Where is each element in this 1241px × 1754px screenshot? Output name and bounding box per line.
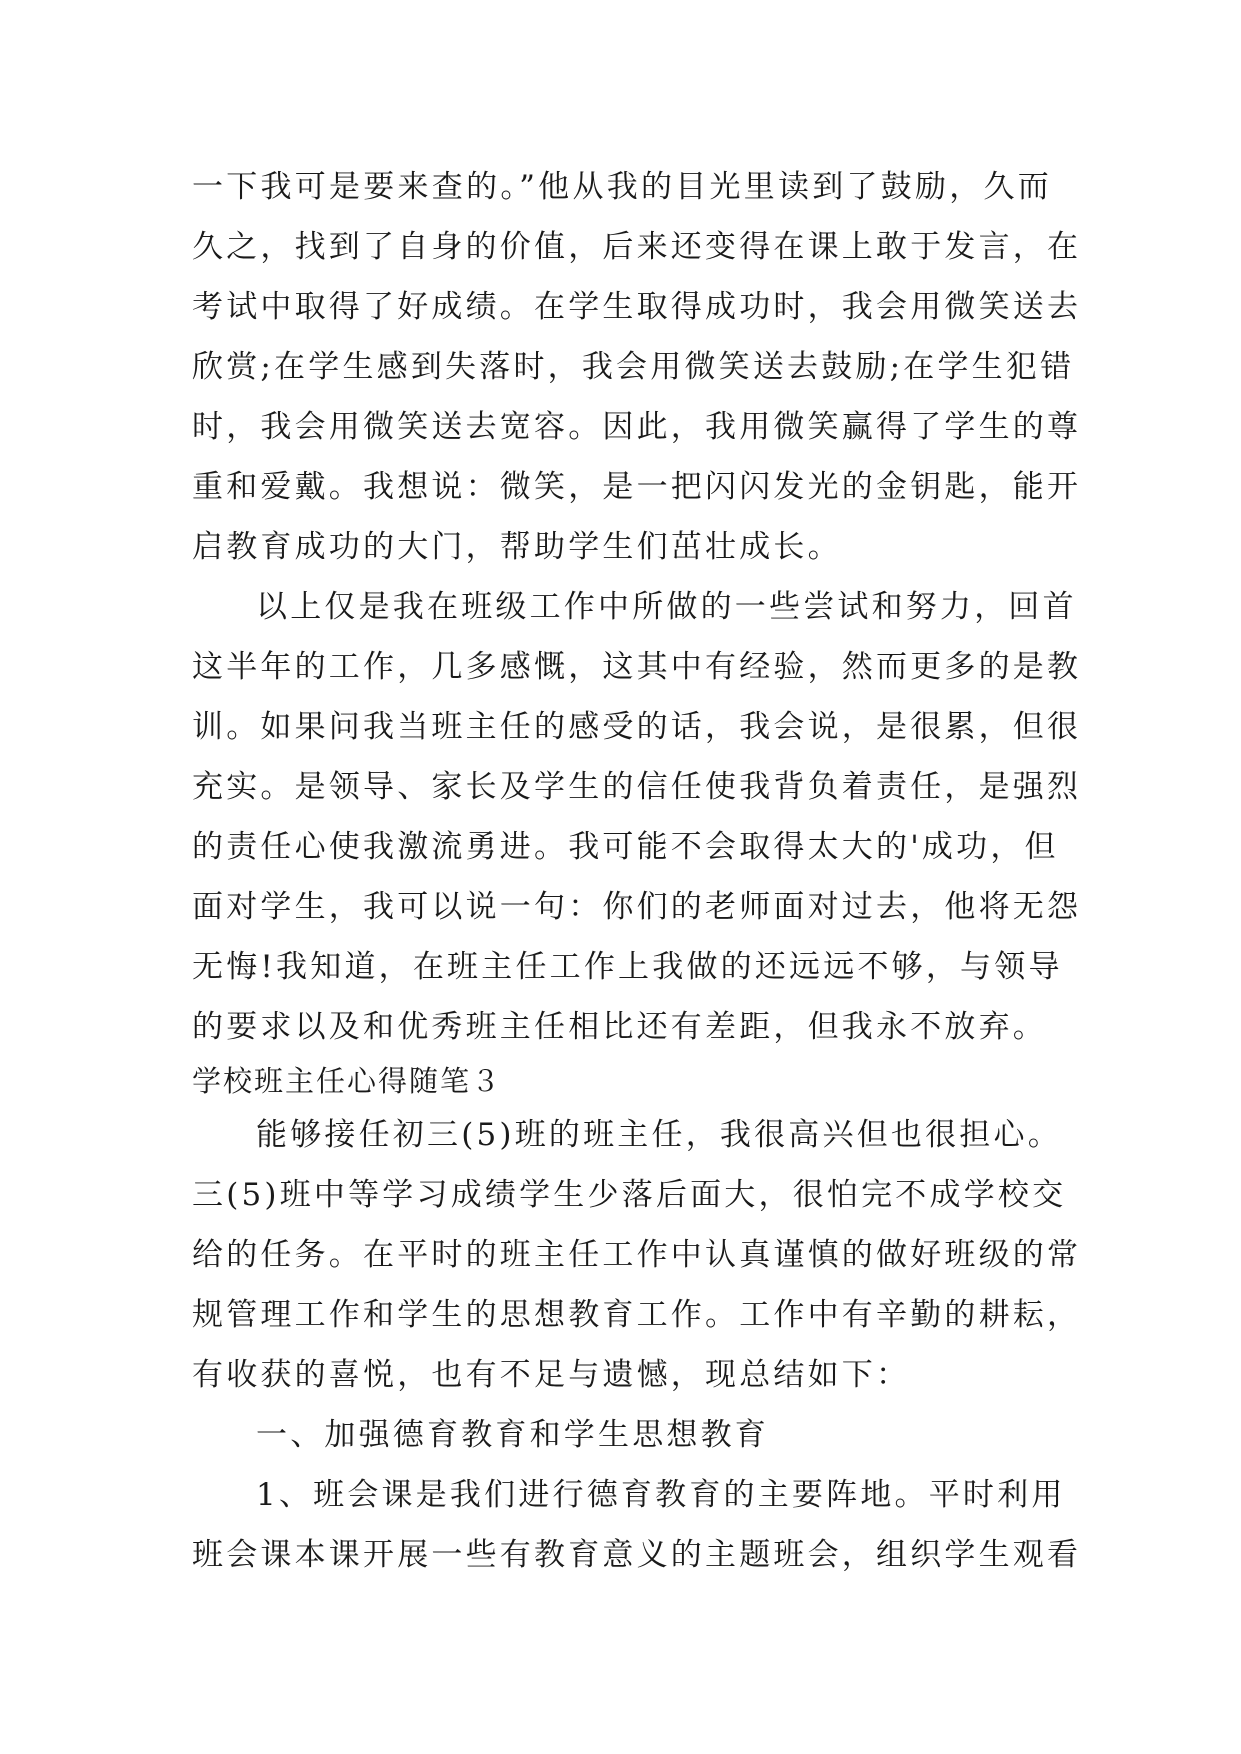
text-line: 规管理工作和学生的思想教育工作。工作中有辛勤的耕耘， [192, 1297, 1082, 1333]
text-line: 重和爱戴。我想说：微笑，是一把闪闪发光的金钥匙，能开 [192, 469, 1082, 505]
text-line: 欣赏;在学生感到失落时，我会用微笑送去鼓励;在学生犯错 [192, 349, 1075, 385]
text-line: 训。如果问我当班主任的感受的话，我会说，是很累，但很 [192, 709, 1082, 745]
text-line: 面对学生，我可以说一句：你们的老师面对过去，他将无怨 [192, 889, 1082, 925]
paragraph-first-line: 1、班会课是我们进行德育教育的主要阵地。平时利用 [256, 1477, 1066, 1513]
text-line: 无悔!我知道，在班主任工作上我做的还远远不够，与领导 [192, 949, 1063, 985]
text-line: 班会课本课开展一些有教育意义的主题班会，组织学生观看 [192, 1537, 1082, 1573]
subheading: 一、加强德育教育和学生思想教育 [256, 1417, 769, 1453]
section-heading: 学校班主任心得随笔３ [192, 1064, 503, 1098]
paragraph-first-line: 能够接任初三(5)班的班主任，我很高兴但也很担心。 [256, 1117, 1062, 1153]
text-line: 的要求以及和优秀班主任相比还有差距，但我永不放弃。 [192, 1009, 1047, 1045]
text-line: 三(5)班中等学习成绩学生少落后面大，很怕完不成学校交 [192, 1177, 1067, 1213]
text-line: 这半年的工作，几多感慨，这其中有经验，然而更多的是教 [192, 649, 1082, 685]
document-body [192, 157, 1082, 1585]
text-line: 久之，找到了自身的价值，后来还变得在课上敢于发言，在 [192, 229, 1082, 265]
text-line: 充实。是领导、家长及学生的信任使我背负着责任，是强烈 [192, 769, 1082, 805]
text-line: 考试中取得了好成绩。在学生取得成功时，我会用微笑送去 [192, 289, 1082, 325]
text-line: 有收获的喜悦，也有不足与遗憾，现总结如下： [192, 1357, 911, 1393]
text-line: 给的任务。在平时的班主任工作中认真谨慎的做好班级的常 [192, 1237, 1082, 1273]
paragraph-first-line: 以上仅是我在班级工作中所做的一些尝试和努力，回首 [256, 589, 1077, 625]
text-line: 一下我可是要来查的。”他从我的目光里读到了鼓励，久而 [192, 169, 1052, 205]
text-line: 时，我会用微笑送去宽容。因此，我用微笑赢得了学生的尊 [192, 409, 1082, 445]
text-line: 的责任心使我激流勇进。我可能不会取得太大的'成功，但 [192, 829, 1059, 865]
text-line: 启教育成功的大门，帮助学生们茁壮成长。 [192, 529, 842, 565]
